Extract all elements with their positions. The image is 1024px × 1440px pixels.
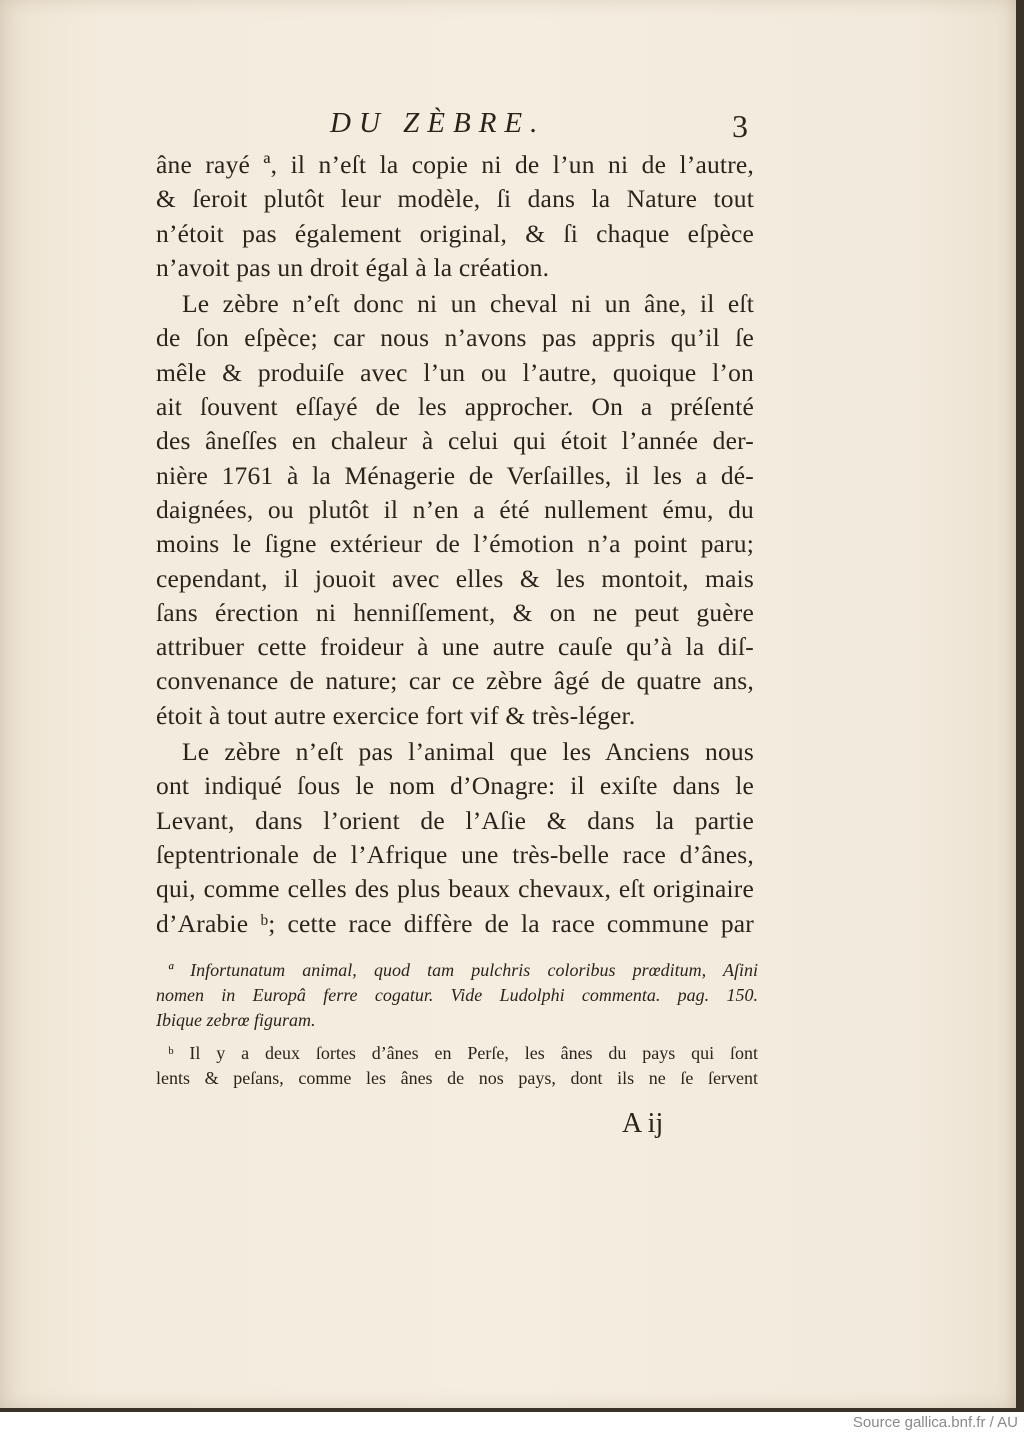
footnote-b-line: ᵇ Il y a deux ſortes d’ânes en Perſe, les ânes du pays qui ſont [168,1043,758,1063]
footnote-a-line: Ibique zebrœ figuram. [156,1010,316,1030]
text-line: d’Arabie ᵇ; cette race diffère de la race commune par [156,908,754,938]
text-line: daignées, ou plutôt il n’en a été nullement ému, du [156,494,754,524]
text-line: ſans érection ni henniſſement, & on ne peut guère [156,597,754,627]
text-line: convenance de nature; car ce zèbre âgé de quatre ans, [156,666,754,696]
text-line: ait ſouvent eſſayé de les approcher. On a préſenté [156,392,754,422]
text-line: cependant, il jouoit avec elles & les montoit, mais [156,563,754,593]
text-line: nière 1761 à la Ménagerie de Verſailles, il les a dé- [156,460,754,490]
text-line: qui, comme celles des plus beaux chevaux, eſt originaire [156,874,754,904]
text-line: de ſon eſpèce; car nous n’avons pas appris qu’il ſe [156,323,754,353]
text-line: n’étoit pas également original, & ſi chaque eſpèce [156,218,754,248]
text-line: ont indiqué ſous le nom d’Onagre: il exiſte dans le [156,771,754,801]
text-line: n’avoit pas un droit égal à la création. [156,252,550,282]
text-line: Le zèbre n’eſt donc ni un cheval ni un âne, il eſt [182,289,754,319]
text-line: & ſeroit plutôt leur modèle, ſi dans la Nature tout [156,184,754,214]
running-head: DU ZÈBRE. [330,107,546,139]
text-line: étoit à tout autre exercice fort vif & très-léger. [156,700,636,730]
text-line: ſeptentrionale de l’Afrique une très-belle race d’ânes, [156,839,754,869]
main-text [156,148,754,941]
text-line: mêle & produiſe avec l’un ou l’autre, quoique l’on [156,357,754,387]
text-line: des âneſſes en chaleur à celui qui étoit l’année der- [156,426,754,456]
source-credit: Source gallica.bnf.fr / AU [852,1414,1018,1431]
footnote-a-line: ª Infortunatum animal, quod tam pulchris coloribus prœditum, Aſini [168,960,758,980]
footnote-b-line: lents & peſans, comme les ânes de nos pays, dont ils ne ſe ſervent [156,1068,758,1088]
footnotes [156,958,758,1091]
text-line: Le zèbre n’eſt pas l’animal que les Anciens nous [182,737,754,767]
text-line: attribuer cette froideur à une autre cauſe qu’à la diſ- [156,632,754,662]
text-line: Levant, dans l’orient de l’Aſie & dans la partie [156,805,754,835]
page-number: 3 [732,108,748,144]
footnote-a-line: nomen in Europâ ferre cogatur. Vide Ludolphi commenta. pag. 150. [156,985,758,1005]
text-line: moins le ſigne extérieur de l’émotion n’a point paru; [156,529,754,559]
signature-mark: A ij [622,1108,664,1139]
text-line: âne rayé ª, il n’eſt la copie ni de l’un ni de l’autre, [156,150,754,179]
